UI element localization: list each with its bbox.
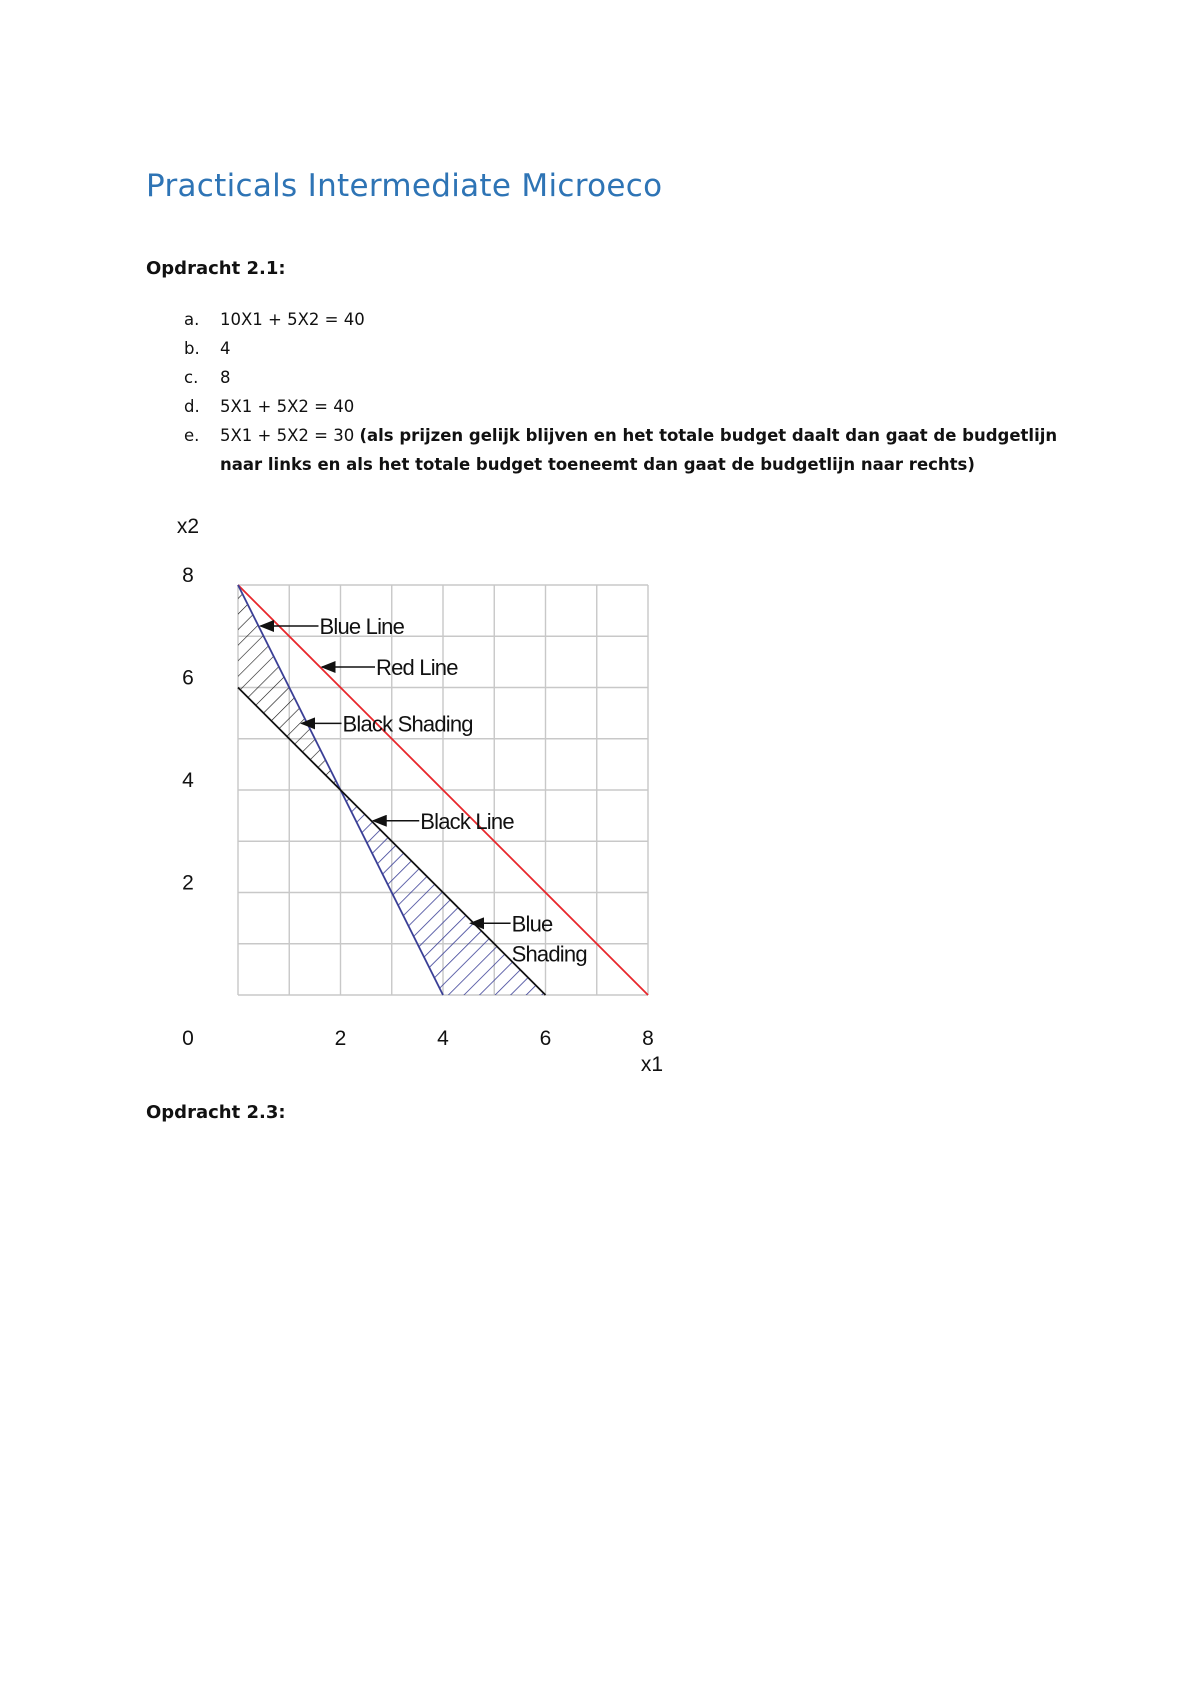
annotation-label: Shading: [511, 941, 587, 967]
list-marker: c.: [184, 368, 199, 387]
list-item-e: [146, 421, 1086, 479]
annotation-label: Blue Line: [319, 614, 405, 639]
annotation-label: Black Shading: [342, 711, 473, 737]
annotation-red-line: [322, 655, 458, 680]
answer-text: 8: [220, 368, 231, 387]
x-tick-label: 0: [182, 1027, 194, 1050]
answer-text: 4: [220, 339, 231, 358]
answer-text: 5X1 + 5X2 = 40: [220, 397, 355, 416]
y-tick-label: 2: [182, 871, 194, 895]
section-heading-2-1: Opdracht 2.1:: [146, 258, 286, 279]
y-tick-label: 4: [182, 769, 194, 792]
list-marker: a.: [184, 310, 200, 329]
answer-note: (als prijzen gelijk blijven en het totale budget daalt dan gaat de budgetlijn naar links en als het totale budget toeneemt dan gaat de budgetlijn naar rechts): [220, 426, 1058, 474]
page-title: Practicals Intermediate Microeco: [146, 168, 663, 204]
list-marker: b.: [184, 339, 200, 358]
budget-line-chart: [160, 505, 680, 1089]
x-tick-label: 6: [539, 1027, 552, 1050]
list-item-d: [146, 392, 1086, 421]
list-item-b: [146, 334, 1086, 363]
annotation-blue-line: [261, 614, 405, 639]
annotation-label: Blue: [511, 911, 553, 937]
annotation-label: Red Line: [376, 655, 458, 680]
list-marker: e.: [184, 426, 200, 445]
x-tick-label: 2: [334, 1027, 347, 1050]
chart-svg: [160, 505, 680, 1085]
x-axis-label: x1: [640, 1053, 664, 1076]
list-item-c: [146, 363, 1086, 392]
annotation-label: Black Line: [420, 808, 514, 834]
annotation-black-line: [373, 809, 514, 834]
tick-labels: [177, 515, 663, 1076]
answer-text: 10X1 + 5X2 = 40: [220, 310, 365, 329]
y-axis-label: x2: [176, 515, 200, 538]
list-marker: d.: [184, 397, 200, 416]
y-tick-label: 6: [182, 666, 194, 690]
y-tick-label: 8: [182, 564, 194, 587]
x-tick-label: 4: [437, 1027, 449, 1050]
section-heading-2-3: Opdracht 2.3:: [146, 1102, 286, 1123]
answer-list: [146, 305, 1086, 479]
answer-text: 5X1 + 5X2 = 30: [220, 426, 360, 445]
annotation-black-shading: [302, 711, 473, 736]
x-tick-label: 8: [642, 1027, 654, 1050]
list-item-a: [146, 305, 1086, 334]
